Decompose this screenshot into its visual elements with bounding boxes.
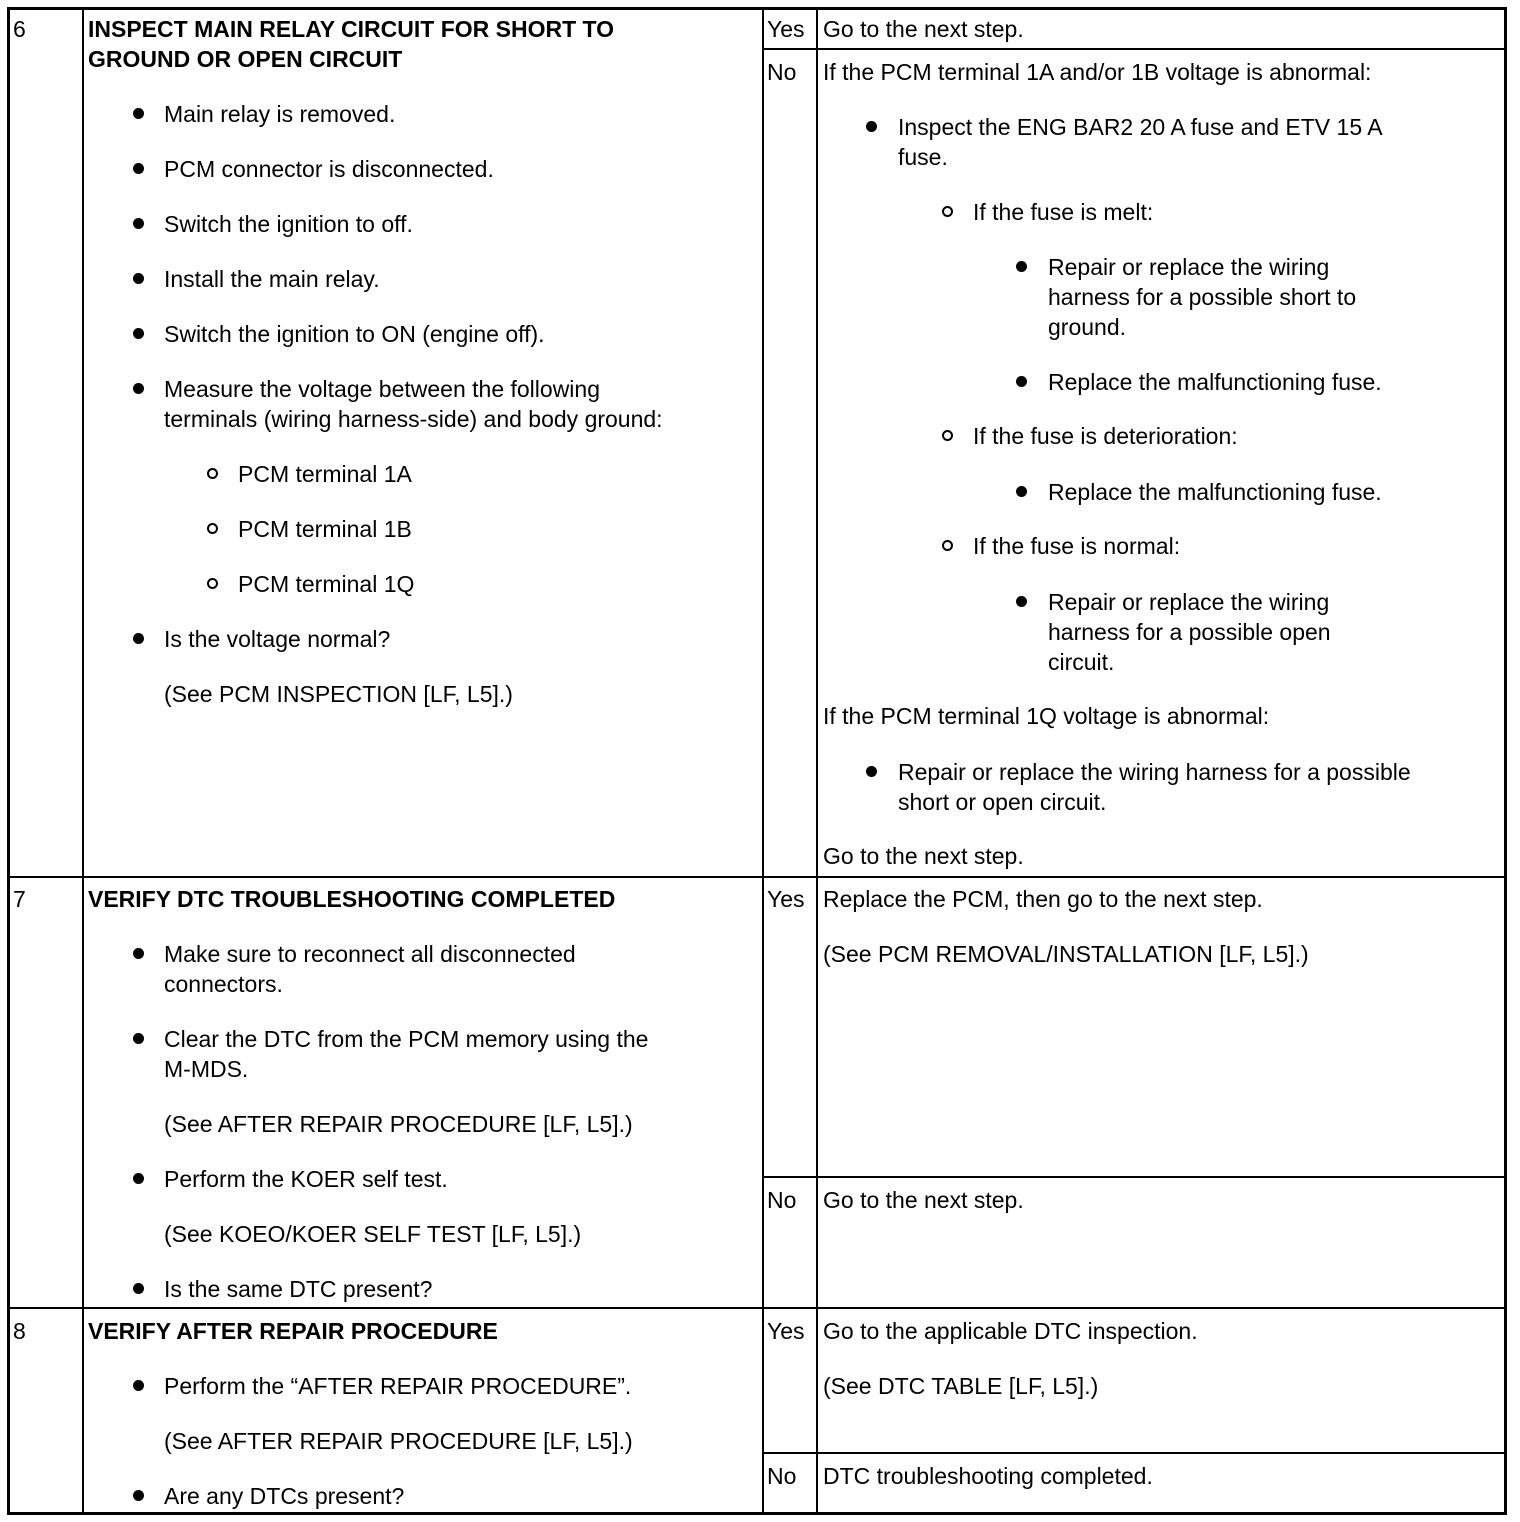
no-result: If the fuse is normal: (973, 533, 1181, 559)
check-item: Is the voltage normal? (164, 626, 391, 652)
row-divider-6-7 (8, 876, 1506, 878)
no-result: ground. (1048, 314, 1127, 340)
step-number: 7 (13, 886, 26, 912)
step-number: 6 (13, 16, 26, 42)
bullet-circle-icon (942, 430, 953, 441)
yes-result: Go to the applicable DTC inspection. (823, 1318, 1198, 1344)
no-result: Inspect the ENG BAR2 20 A fuse and ETV 15 A (898, 114, 1383, 140)
bullet-dot-icon (133, 633, 144, 644)
bullet-dot-icon (133, 328, 144, 339)
no-result: DTC troubleshooting completed. (823, 1463, 1153, 1489)
check-item: M-MDS. (164, 1056, 249, 1082)
reference-text: (See PCM INSPECTION [LF, L5].) (164, 681, 513, 707)
no-result: short or open circuit. (898, 789, 1107, 815)
bullet-dot-icon (133, 163, 144, 174)
reference-text: (See KOEO/KOER SELF TEST [LF, L5].) (164, 1221, 582, 1247)
bullet-circle-icon (942, 540, 953, 551)
no-result: Go to the next step. (823, 843, 1024, 869)
bullet-dot-icon (133, 218, 144, 229)
reference-text: (See AFTER REPAIR PROCEDURE [LF, L5].) (164, 1428, 633, 1454)
column-divider-action (762, 8, 764, 1514)
row-divider-6-yes-no (762, 48, 1506, 50)
bullet-circle-icon (207, 468, 218, 479)
check-item: connectors. (164, 971, 283, 997)
step-title: VERIFY DTC TROUBLESHOOTING COMPLETED (88, 886, 616, 912)
yes-result: Go to the next step. (823, 16, 1024, 42)
check-item: terminals (wiring harness-side) and body ground: (164, 406, 663, 432)
check-item: Perform the KOER self test. (164, 1166, 448, 1192)
step-title: INSPECT MAIN RELAY CIRCUIT FOR SHORT TO (88, 16, 615, 42)
bullet-dot-icon (133, 273, 144, 284)
no-result: Replace the malfunctioning fuse. (1048, 369, 1382, 395)
bullet-dot-icon (133, 1173, 144, 1184)
bullet-dot-icon (133, 1490, 144, 1501)
terminal-item: PCM terminal 1B (238, 516, 412, 542)
yes-label: Yes (767, 886, 805, 912)
bullet-dot-icon (1016, 596, 1027, 607)
no-result: If the fuse is deterioration: (973, 423, 1238, 449)
check-item: Switch the ignition to off. (164, 211, 413, 237)
no-result: circuit. (1048, 649, 1115, 675)
check-item: Is the same DTC present? (164, 1276, 433, 1302)
reference-text: (See AFTER REPAIR PROCEDURE [LF, L5].) (164, 1111, 633, 1137)
check-item: Measure the voltage between the following (164, 376, 601, 402)
no-result: harness for a possible short to (1048, 284, 1357, 310)
check-item: Are any DTCs present? (164, 1483, 405, 1509)
step-title: GROUND OR OPEN CIRCUIT (88, 46, 403, 72)
no-result: fuse. (898, 144, 948, 170)
bullet-circle-icon (942, 206, 953, 217)
no-result: harness for a possible open (1048, 619, 1331, 645)
check-item: PCM connector is disconnected. (164, 156, 494, 182)
check-item: Make sure to reconnect all disconnected (164, 941, 576, 967)
check-item: Switch the ignition to ON (engine off). (164, 321, 545, 347)
row-divider-7-8 (8, 1307, 1506, 1309)
check-item: Perform the “AFTER REPAIR PROCEDURE”. (164, 1373, 632, 1399)
no-result: Go to the next step. (823, 1187, 1024, 1213)
bullet-dot-icon (133, 948, 144, 959)
bullet-dot-icon (1016, 376, 1027, 387)
yes-result: Replace the PCM, then go to the next step. (823, 886, 1263, 912)
bullet-dot-icon (133, 1380, 144, 1391)
bullet-dot-icon (133, 1033, 144, 1044)
column-divider-result (816, 8, 818, 1514)
no-result: If the PCM terminal 1A and/or 1B voltage is abnormal: (823, 59, 1372, 85)
bullet-dot-icon (1016, 261, 1027, 272)
yes-result: (See PCM REMOVAL/INSTALLATION [LF, L5].) (823, 941, 1309, 967)
no-label: No (767, 1463, 797, 1489)
yes-label: Yes (767, 1318, 805, 1344)
row-divider-7-yes-no (762, 1176, 1506, 1178)
no-result: If the PCM terminal 1Q voltage is abnormal: (823, 703, 1270, 729)
bullet-dot-icon (866, 121, 877, 132)
no-result: Repair or replace the wiring (1048, 254, 1330, 280)
bullet-dot-icon (133, 383, 144, 394)
check-item: Clear the DTC from the PCM memory using the (164, 1026, 649, 1052)
column-divider-step (82, 8, 84, 1514)
no-result: If the fuse is melt: (973, 199, 1154, 225)
check-item: Main relay is removed. (164, 101, 396, 127)
bullet-dot-icon (1016, 486, 1027, 497)
bullet-dot-icon (133, 108, 144, 119)
yes-label: Yes (767, 16, 805, 42)
bullet-circle-icon (207, 523, 218, 534)
no-label: No (767, 1187, 797, 1213)
yes-result: (See DTC TABLE [LF, L5].) (823, 1373, 1099, 1399)
terminal-item: PCM terminal 1Q (238, 571, 415, 597)
no-result: Repair or replace the wiring (1048, 589, 1330, 615)
no-result: Replace the malfunctioning fuse. (1048, 479, 1382, 505)
bullet-dot-icon (866, 766, 877, 777)
check-item: Install the main relay. (164, 266, 380, 292)
no-result: Repair or replace the wiring harness for a possible (898, 759, 1411, 785)
row-divider-8-yes-no (762, 1452, 1506, 1454)
terminal-item: PCM terminal 1A (238, 461, 412, 487)
no-label: No (767, 59, 797, 85)
step-number: 8 (13, 1318, 26, 1344)
bullet-dot-icon (133, 1283, 144, 1294)
step-title: VERIFY AFTER REPAIR PROCEDURE (88, 1318, 498, 1344)
bullet-circle-icon (207, 578, 218, 589)
